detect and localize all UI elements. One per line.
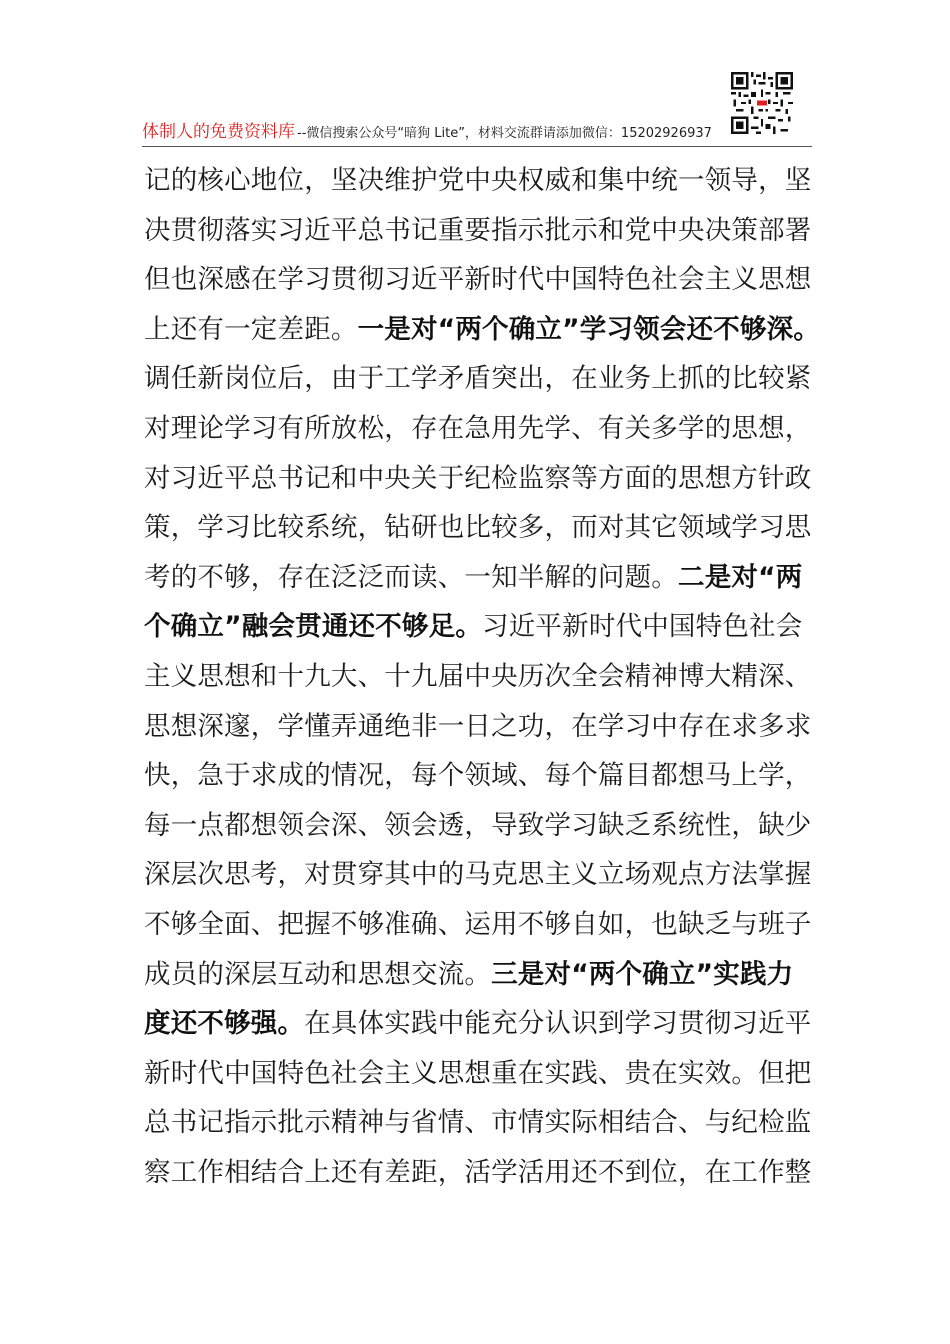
text-line: 策，学习比较系统，钻研也比较多，而对其它领域学习思 — [144, 512, 812, 544]
text-line: 度还不够强。在具体实践中能充分认识到学习贯彻习近平 — [144, 1008, 812, 1040]
point-three-heading: 三是对“两个确立”实践力 — [491, 958, 794, 990]
text-line: 但也深感在学习贯彻习近平新时代中国特色社会主义思想 — [144, 264, 812, 296]
point-two-heading-cont: 个确立”融会贯通还不够足。 — [144, 611, 483, 643]
text-line: 新时代中国特色社会主义思想重在实践、贵在实效。但把 — [144, 1057, 812, 1089]
text-line: 考的不够，存在泛泛而读、一知半解的问题。二是对“两 — [144, 561, 803, 593]
text-line: 思想深邃，学懂弄通绝非一日之功，在学习中存在求多求 — [144, 710, 812, 742]
text-line: 上还有一定差距。一是对“两个确立”学习领会还不够深。 — [144, 313, 821, 345]
text-line: 察工作相结合上还有差距，活学活用还不到位，在工作整 — [144, 1156, 812, 1188]
header-notice: --微信搜索公众号“暗狗 Lite”，材料交流群请添加微信：15202926937 — [297, 126, 712, 141]
text-line: 每一点都想领会深、领会透，导致学习缺乏系统性，缺少 — [144, 809, 812, 841]
qr-code-icon — [731, 72, 793, 134]
text-line: 对理论学习有所放松，存在急用先学、有关多学的思想， — [144, 412, 812, 444]
text-line: 主义思想和十九大、十九届中央历次全会精神博大精深、 — [144, 660, 812, 692]
point-two-heading: 二是对“两 — [678, 561, 803, 593]
page-header — [142, 120, 812, 144]
text-line: 快，急于求成的情况，每个领域、每个篇目都想马上学， — [144, 760, 812, 792]
text-line: 对习近平总书记和中央关于纪检监察等方面的思想方针政 — [144, 462, 812, 494]
point-three-heading-cont: 度还不够强。 — [144, 1008, 305, 1040]
text-line: 不够全面、把握不够准确、运用不够自如，也缺乏与班子 — [144, 908, 812, 940]
text-line: 调任新岗位后，由于工学矛盾突出，在业务上抓的比较紧 — [144, 363, 812, 395]
point-one-heading: 一是对“两个确立”学习领会还不够深。 — [357, 313, 821, 345]
text-line: 个确立”融会贯通还不够足。习近平新时代中国特色社会 — [144, 611, 803, 643]
document-body — [144, 156, 824, 1197]
header-divider — [142, 146, 812, 147]
header-brand: 体制人的免费资料库 — [142, 122, 295, 142]
text-line: 总书记指示批示精神与省情、市情实际相结合、与纪检监 — [144, 1107, 812, 1139]
text-line: 深层次思考，对贯穿其中的马克思主义立场观点方法掌握 — [144, 859, 812, 891]
text-line: 决贯彻落实习近平总书记重要指示批示和党中央决策部署 — [144, 214, 812, 246]
text-line: 成员的深层互动和思想交流。三是对“两个确立”实践力 — [144, 958, 794, 990]
text-line: 记的核心地位，坚决维护党中央权威和集中统一领导，坚 — [144, 165, 812, 196]
